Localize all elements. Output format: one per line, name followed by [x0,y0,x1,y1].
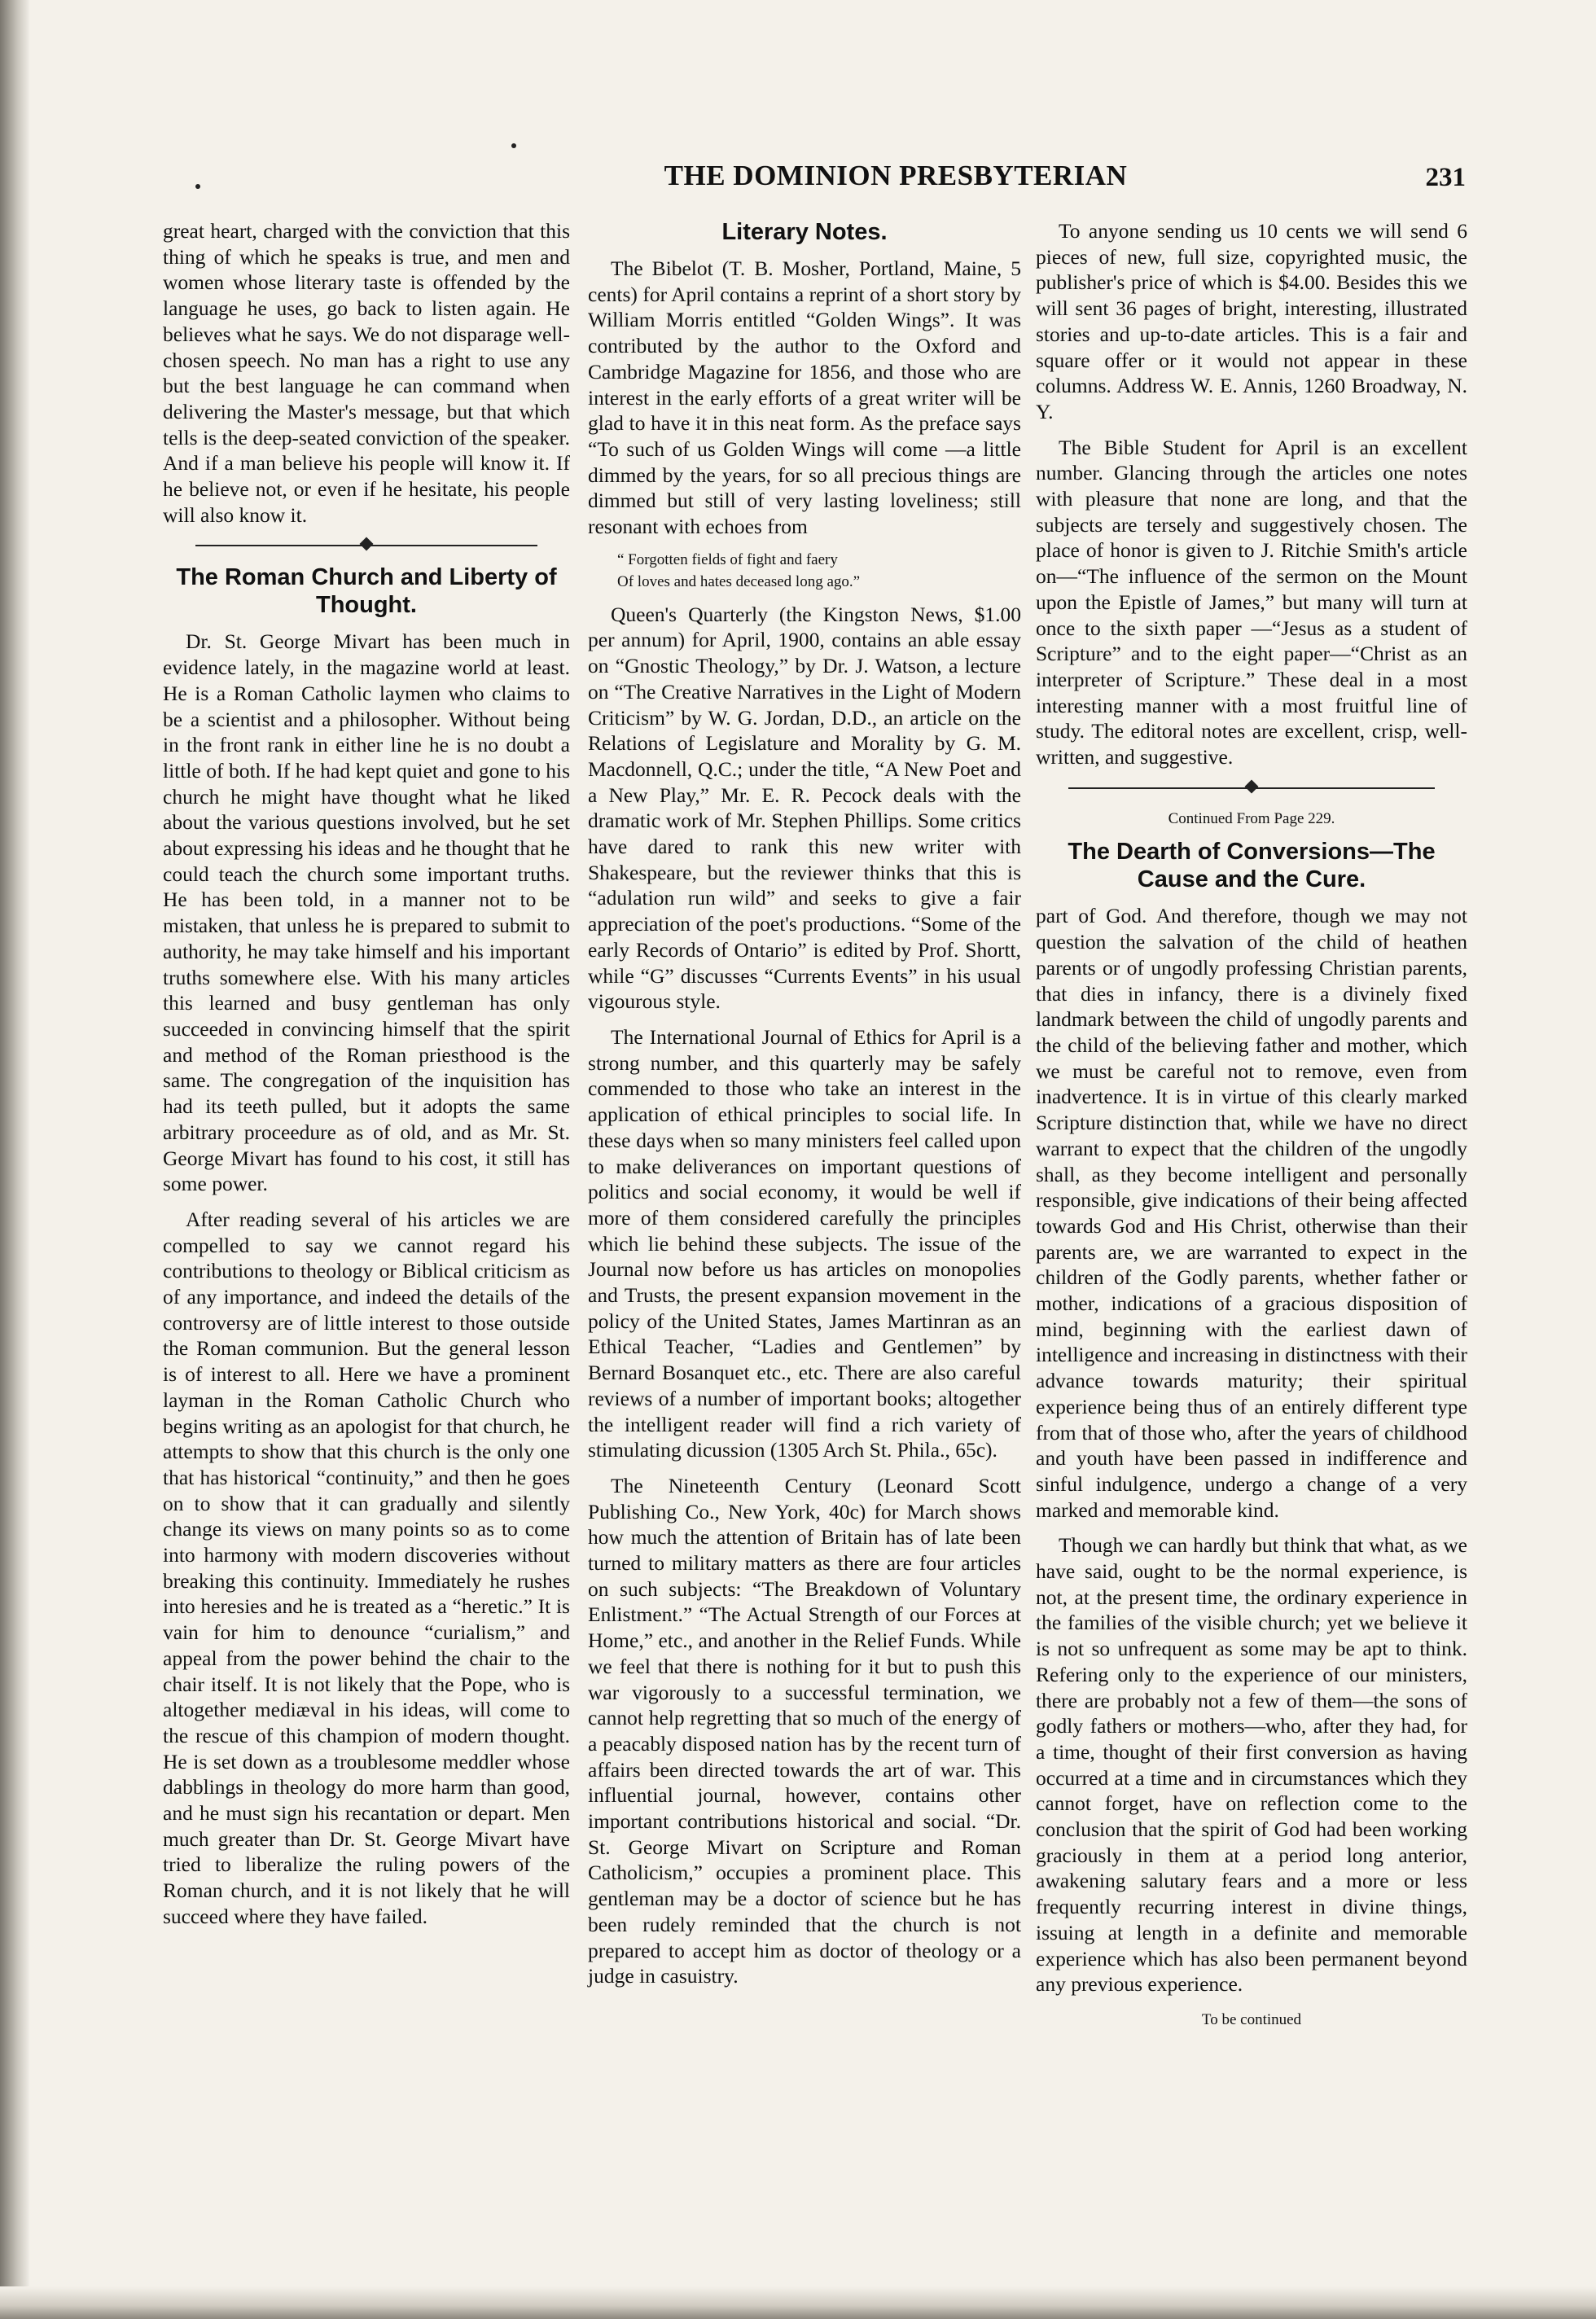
continued-from-note: Continued From Page 229. [1168,809,1335,827]
paragraph: The Bibelot (T. B. Mosher, Portland, Maine, 5 cents) for April contains a reprint of a short story by William Morris entitled “Golden Wings”. It was contributed by the author to the Oxford and Cambridge Magazine for 1856, and those who are interest in the early efforts of a great writer will be glad to have it in this neat form. As the preface says “To such of us Golden Wings will come —a little dimmed by the years, for so all precious things are dimmed but still of very lasting loveliness; still resonant with echoes from [588,256,1021,539]
to-be-continued-note: To be continued [1201,2011,1302,2028]
article-heading-literary-notes: Literary Notes. [721,219,888,245]
article-heading-dearth-of-conversions: The Dearth of Conversions—The Cause and the Cure. [1068,839,1436,893]
paragraph: The International Journal of Ethics for April is a strong number, and this quarterly may be safely commended to those who take an interest in the application of ethical principles to social life. In these days when so many ministers feel called upon to make deliverances on important questions of politics and social economy, it would be well if more of them considered carefully the principles which lie behind these subjects. The issue of the Journal now before us has articles on monopolies and Trusts, the present expansion movement in the policy of the United States, James Martinran as an Ethical Teacher, “Ladies and Gentlemen” by Bernard Bosanquet etc., etc. There are also careful reviews of a number of important books; altogether the intelligent reader will find a rich variety of stimulating dicussion (1305 Arch St. Phila., 65c). [588,1024,1021,1462]
newspaper-title: THE DOMINION PRESBYTERIAN [664,160,1128,191]
article-heading-roman-church: The Roman Church and Liberty of Thought. [176,564,557,619]
page-number: 231 [1425,163,1466,192]
paragraph: The Nineteenth Century (Leonard Scott Publishing Co., New York, 40c) for March shows how much the attention of Britain has of late been turned to military matters as there are four articles on such subjects: “The Breakdown of Voluntary Enlistment.” “The Actual Strength of our Forces at Home,” etc., and another in the Relief Funds. While we feel that there is nothing for it but to push this war vigorously to a successful termination, we cannot help regretting that so much of the energy of a peacably disposed nation has by the recent turn of affairs been directed towards the art of war. This influential journal, however, contains other important contributions historical and social. “Dr. St. George Mivart on Scripture and Roman Catholicism,” occupies a prominent place. This gentleman may be a doctor of science but he has been rudely reminded that the church is not prepared to accept him as doctor of theology or a judge in casuistry. [588,1473,1021,1988]
paragraph: To anyone sending us 10 cents we will send 6 pieces of new, full size, copyrighted music, the publisher's price of which is $4.00. Besides this we will sent 36 pages of bright, interesting, illustrated stories and up-to-date articles. This is a fair and square offer or it would not appear in these columns. Address W. E. Annis, 1260 Broadway, N. Y. [1036,219,1467,423]
poem-quote-line: Of loves and hates deceased long ago.” [617,572,861,590]
paragraph: Dr. St. George Mivart has been much in evidence lately, in the magazine world at least. He is a Roman Catholic laymen who claims to be a scientist and a philosopher. Without being in the front rank in either line he is no doubt a little of both. If he had kept quiet and gone to his church he might have thought what he liked about the various questions involved, but he set about expressing his ideas and he thought that he could teach the church some important truths. He has been told, in a manner not to be mistaken, that unless he is prepared to submit to authority, he may take himself and his important truths somewhere else. With his many articles this learned and busy gentleman has only succeeded in convincing himself that the spirit and method of the Roman priesthood is the same. The congregation of the inquisition has had its teeth pulled, but it adopts the same arbitrary proceedure as of old, and as Mr. St. George Mivart has found to his cost, it still has some power. [163,629,570,1196]
ink-speck [511,143,516,148]
page-header [163,160,1466,208]
paragraph: The Bible Student for April is an excellent number. Glancing through the articles one notes with pleasure that none are long, and that the subjects are tersely and suggestively chosen. The place of honor is given to J. Ritchie Smith's article on—“The influence of the sermon on the Mount upon the Epistle of James,” but many will turn at once to the sixth paper —“Jesus as a student of Scripture” and to the eight paper—“Christ as an interpreter of Scripture.” These deal in a most interesting manner with a most fruitful line of study. The editoral notes are excellent, crisp, well-written, and suggestive. [1036,435,1467,769]
column-middle [588,218,1021,1999]
column-left [163,218,570,1940]
paragraph: part of God. And therefore, though we may not question the salvation of the child of heathen parents or of ungodly professing Christian parents, that dies in infancy, there is a divinely fixed landmark between the child of ungodly parents and the child of the believing father and mother, which we must be careful not to remove, even from inadvertence. It is in virtue of this clearly marked Scripture distinction that, while we have no direct warrant to expect that the children of the ungodly shall, as they become intelligent and personally responsible, give indications of their being affected towards God and His Christ, otherwise than their parents are, we are warranted to expect in the children of the Godly parents, whether father or mother, indications of a gracious disposition of mind, beginning with the earliest dawn of intelligence and increasing in distinctness with their advance towards maturity; their spiritual experience being thus of an entirely different type from that of those who, after the years of childhood and youth have been passed in indifference and sinful indulgence, undergo a change of a very marked and memorable kind. [1036,904,1467,1522]
page-left-shadow [0,0,29,2319]
section-divider [195,537,537,552]
paragraph: After reading several of his articles we are compelled to say we cannot regard his contributions to theology or Biblical criticism as of any importance, and indeed the details of the controversy are of little interest to those outside the Roman communion. But the general lesson is of interest to all. Here we have a prominent layman in the Roman Catholic Church who begins writing as an apologist for that church, he attempts to show that this church is the only one that has historical “continuity,” and then he goes on to show that it can gradually and silently change its views on many points so as to come into harmony with modern discoveries without breaking this continuity. Immediately he rushes into heresies and he is treated as a “heretic.” It is vain for him to denounce “curialism,” and appeal from the power behind the chair to the chair itself. It is not likely that the Pope, who is altogether mediæval in his ideas, will come to the rescue of this champion of modern thought. He is set down as a troublesome meddler whose dabblings in theology do more harm than good, and he must sign his recantation or depart. Men much greater than Dr. St. George Mivart have tried to liberalize the ruling powers of the Roman church, and it is not likely that he will succeed where they have failed. [163,1207,570,1928]
paragraph: Queen's Quarterly (the Kingston News, $1.00 per annum) for April, 1900, contains an able essay on “Gnostic Theology,” by Dr. J. Watson, a lecture on “The Creative Narratives in the Light of Modern Criticism” by W. G. Jordan, D.D., an article on the Relations of Legislature and Morality by G. M. Macdonnell, Q.C.; under the title, “A New Poet and a New Play,” Mr. E. R. Pecock deals with the dramatic work of Mr. Stephen Phillips. Some critics have dared to rank this new writer with Shakespeare, but the reviewer thinks that this is “adulation run wild” and seeks to give a fair appreciation of the poet's productions. “Some of the early Records of Ontario” is edited by Prof. Shortt, while “G” discusses “Currents Events” in his usual vigourous style. [588,602,1021,1014]
paragraph: great heart, charged with the conviction that this thing of which he speaks is true, and men and women whose literary taste is offended by the language he uses, go back to listen again. He believes what he says. We do not disparage well-chosen speech. No man has a right to use any but the best language he can command when delivering the Master's message, but that which tells is the deep-seated conviction of the speaker. And if a man believe his people will know it. If he believe not, or even if he hesitate, his people will also know it. [163,219,570,527]
poem-quote-line: “ Forgotten fields of fight and faery [617,550,838,568]
paragraph: Though we can hardly but think that what, as we have said, ought to be the normal experience, is not, at the present time, the ordinary experience in the families of the visible church; yet we believe it is not so unfrequent as some may be apt to think. Refering only to the experience of our ministers, there are probably not a few of them—the sons of godly fathers or mothers—who, after they had, for a time, thought of their first conversion as having occurred at a time and in circumstances which they cannot forget, have on reflection come to the conclusion that the spirit of God had been working graciously in them at a period long anterior, awakening salutary fears and a more or less frequently recurring interest in divine things, issuing at length in a definite and memorable experience which has also been permanent beyond any previous experience. [1036,1533,1467,1997]
section-divider [1068,780,1435,795]
column-right [1036,218,1467,2033]
page-bottom-shadow [0,2286,1596,2319]
